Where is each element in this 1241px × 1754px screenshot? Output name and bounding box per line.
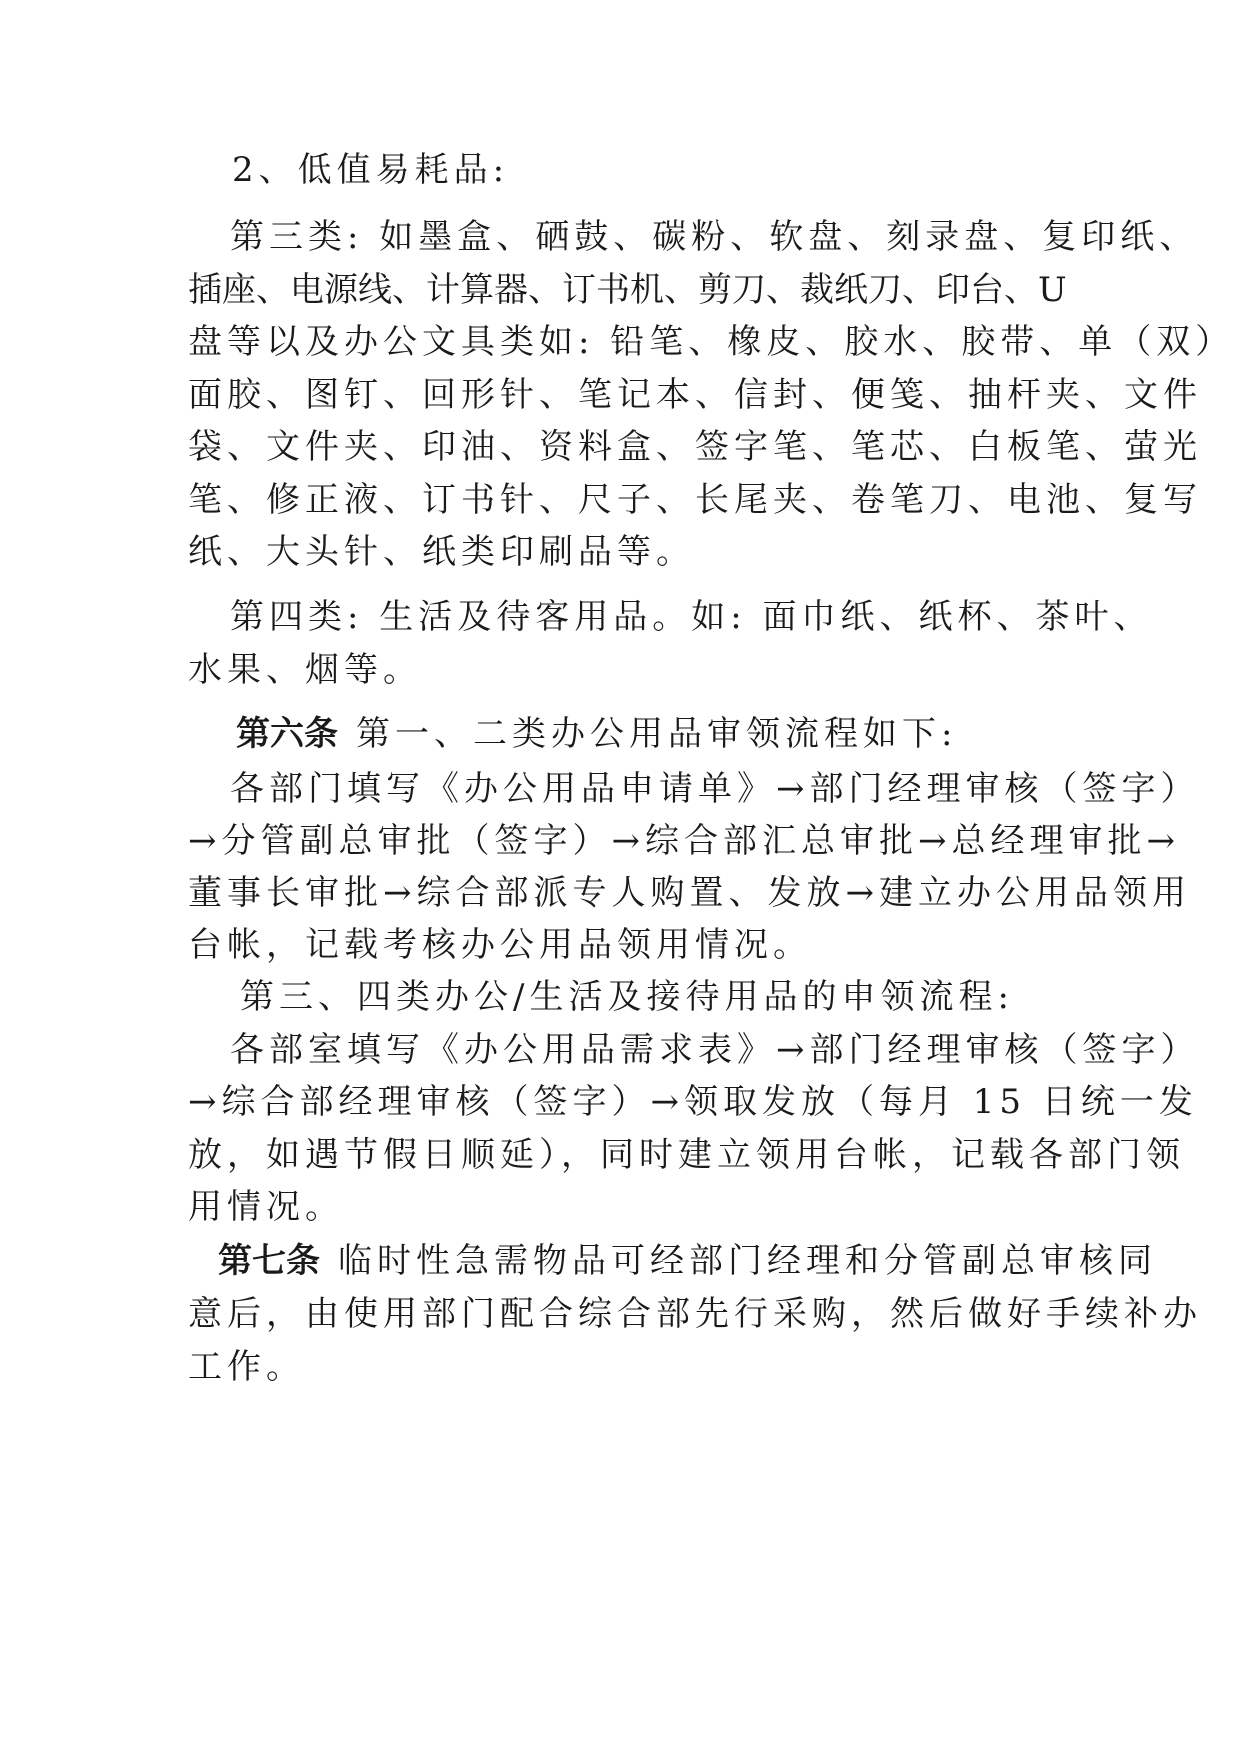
article7-line-3: 工作。 (188, 1347, 305, 1387)
flow2-line-2: →综合部经理审核（签字）→领取发放（每月 15 日统一发 (188, 1082, 1198, 1122)
article7-line-2: 意后，由使用部门配合综合部先行采购，然后做好手续补办 (188, 1294, 1202, 1334)
class3-line-2: 插 座 、 电 源 线 、 计 算 器 、 订 书 机 、 剪 刀 、 裁 纸 刀 、 印 台 、 U (188, 270, 1067, 310)
flow2-line-3: 放，如遇节假日顺延），同时建立领用台帐，记载各部门领 (188, 1135, 1185, 1175)
article6-subheading: 第三、四类办公/生活及接待用品的申领流程: (240, 977, 1014, 1017)
class4-line-2: 水果、烟等。 (188, 650, 422, 690)
article7-label: 第七条 (218, 1241, 320, 1281)
class3-line-3: 盘等以及办公文具类如: 铅笔、橡皮、胶水、胶带、单（双） (188, 322, 1235, 362)
flow1-line-3: 董事长审批→综合部派专人购置、发放→建立办公用品领用 (188, 873, 1191, 913)
section-heading: 2、低值易耗品: (232, 150, 510, 190)
flow1-line-2: →分管副总审批（签字）→综合部汇总审批→总经理审批→ (188, 821, 1180, 861)
class3-line-4: 面胶、图钉、回形针、笔记本、信封、便笺、抽杆夹、文件 (188, 375, 1202, 415)
class3-line-1: 第三类: 如墨盒、硒鼓、碳粉、软盘、刻录盘、复印纸、 (230, 217, 1199, 257)
article6-heading-text: 第一、二类办公用品审领流程如下: (356, 714, 958, 754)
article6-label: 第六条 (236, 714, 338, 754)
class3-line-5: 袋、文件夹、印油、资料盒、签字笔、笔芯、白板笔、萤光 (188, 427, 1202, 467)
article7-line-1 (218, 1241, 1157, 1281)
class3-line-6: 笔、修正液、订书针、尺子、长尾夹、卷笔刀、电池、复写 (188, 480, 1202, 520)
flow2-line-1: 各部室填写《办公用品需求表》→部门经理审核（签字） (230, 1030, 1200, 1070)
article7-text: 临时性急需物品可经部门经理和分管副总审核同 (338, 1241, 1157, 1281)
flow1-line-4: 台帐，记载考核办公用品领用情况。 (188, 925, 812, 965)
class4-line-1: 第四类: 生活及待客用品。如: 面巾纸、纸杯、茶叶、 (230, 597, 1153, 637)
class3-line-7: 纸、大头针、纸类印刷品等。 (188, 532, 695, 572)
flow1-line-1: 各部门填写《办公用品申请单》→部门经理审核（签字） (230, 769, 1200, 809)
flow2-line-4: 用情况。 (188, 1187, 344, 1227)
article6-heading (236, 714, 1116, 754)
